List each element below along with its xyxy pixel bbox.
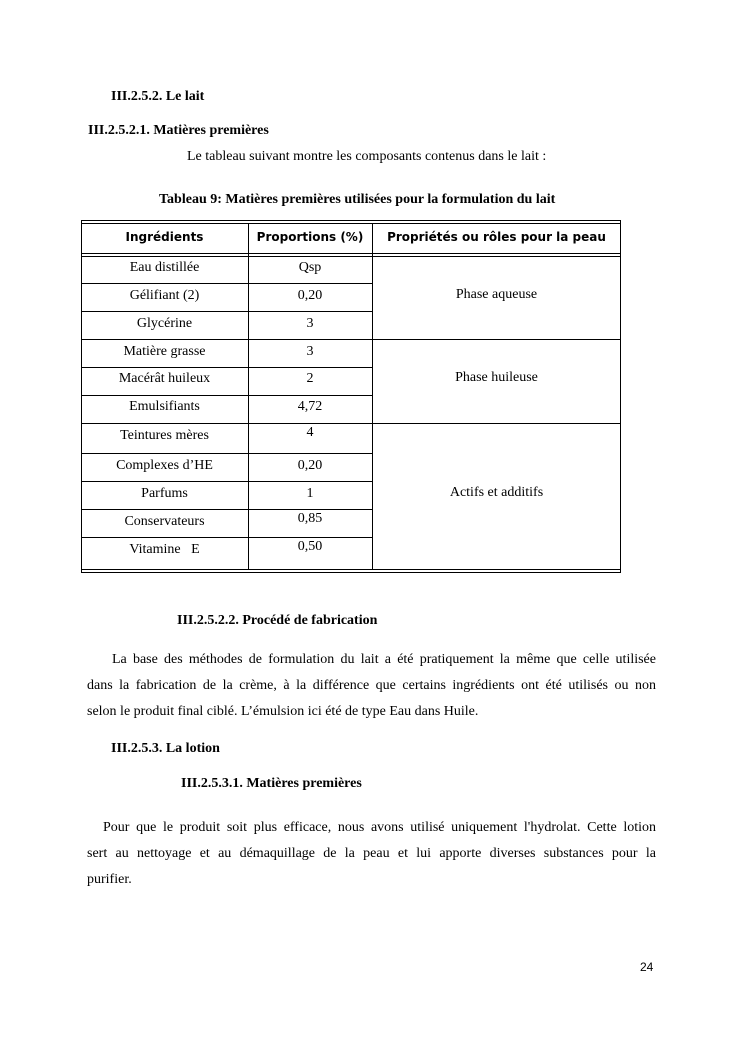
table-caption: Tableau 9: Matières premières utilisées pour la formulation du lait bbox=[159, 192, 556, 207]
paragraph-lotion bbox=[87, 815, 656, 893]
table-cell-ingredient: Gélifiant (2) bbox=[129, 288, 200, 303]
section-heading-lait: III.2.5.2. Le lait bbox=[111, 89, 205, 104]
table-header-ingredients: Ingrédients bbox=[125, 230, 204, 244]
section-heading-procede: III.2.5.2.2. Procédé de fabrication bbox=[177, 613, 378, 628]
table-cell-proportion: 0,85 bbox=[297, 511, 323, 526]
table-group-phase-huileuse: Phase huileuse bbox=[455, 370, 538, 385]
table-cell-ingredient: Glycérine bbox=[136, 316, 193, 331]
table-cell-proportion: 3 bbox=[306, 344, 314, 359]
table-cell-ingredient: Matière grasse bbox=[123, 344, 206, 359]
table-group-actifs-additifs: Actifs et additifs bbox=[449, 485, 544, 500]
table-cell-proportion: 0,20 bbox=[297, 288, 323, 303]
table-cell-proportion: 4,72 bbox=[297, 399, 323, 414]
paragraph-procede bbox=[87, 647, 656, 725]
table-cell-proportion: 1 bbox=[306, 486, 314, 501]
section-heading-matieres: III.2.5.2.1. Matières premières bbox=[88, 123, 269, 138]
table-cell-proportion: 4 bbox=[306, 425, 314, 440]
table-cell-ingredient: Teintures mères bbox=[120, 428, 209, 443]
paragraph-line: purifier. bbox=[87, 872, 132, 887]
table-header-roles: Propriétés ou rôles pour la peau bbox=[387, 230, 606, 244]
ingredients-table bbox=[81, 220, 621, 574]
table-cell-proportion: 2 bbox=[306, 371, 314, 386]
table-cell-proportion: Qsp bbox=[298, 260, 322, 275]
table-cell-ingredient: Vitamine E bbox=[129, 542, 200, 557]
table-intro-text: Le tableau suivant montre les composants contenus dans le lait : bbox=[187, 149, 547, 164]
paragraph-line: dans la fabrication de la crème, à la différence que certains ingrédients ont été utilisés ou non bbox=[87, 678, 656, 693]
section-heading-lotion-matieres: III.2.5.3.1. Matières premières bbox=[181, 776, 362, 791]
section-heading-lotion: III.2.5.3. La lotion bbox=[111, 741, 220, 756]
table-cell-ingredient: Complexes d’HE bbox=[116, 458, 213, 473]
table-cell-ingredient: Emulsifiants bbox=[129, 399, 200, 414]
table-cell-proportion: 3 bbox=[306, 316, 314, 331]
table-cell-ingredient: Eau distillée bbox=[129, 260, 200, 275]
table-cell-ingredient: Conservateurs bbox=[124, 514, 205, 529]
table-cell-ingredient: Macérât huileux bbox=[118, 371, 211, 386]
paragraph-line: Pour que le produit soit plus efficace, nous avons utilisé uniquement l'hydrolat. Cette lotion bbox=[103, 820, 656, 835]
paragraph-line: sert au nettoyage et au démaquillage de la peau et lui apporte diverses substances pour la bbox=[87, 846, 656, 861]
table-group-phase-aqueuse: Phase aqueuse bbox=[455, 287, 538, 302]
table-header-proportions: Proportions (%) bbox=[256, 230, 364, 244]
page-number: 24 bbox=[640, 960, 654, 974]
table-cell-proportion: 0,50 bbox=[297, 539, 323, 554]
paragraph-line: La base des méthodes de formulation du lait a été pratiquement la même que celle utilisée bbox=[112, 652, 656, 667]
table-cell-ingredient: Parfums bbox=[141, 486, 188, 501]
table-cell-proportion: 0,20 bbox=[297, 458, 323, 473]
paragraph-line: selon le produit final ciblé. L’émulsion ici été de type Eau dans Huile. bbox=[87, 704, 479, 719]
